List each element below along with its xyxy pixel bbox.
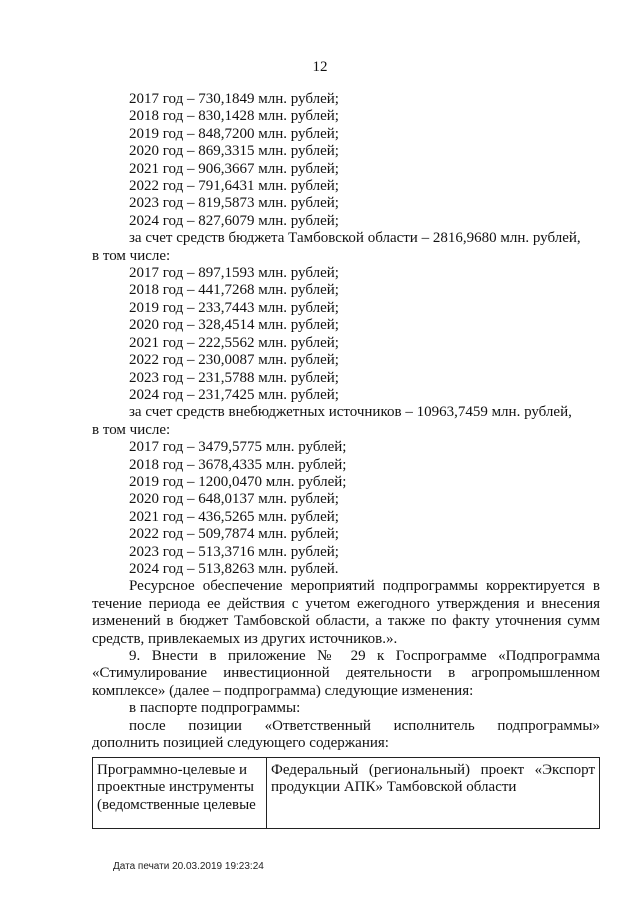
list-item: 2018 год – 441,7268 млн. рублей; [129,282,339,299]
list-item: 2023 год – 513,3716 млн. рублей; [129,543,339,560]
list-item: 2024 год – 513,8263 млн. рублей. [129,560,339,577]
list-item: 2018 год – 830,1428 млн. рублей; [129,108,339,125]
list-item: 2019 год – 1200,0470 млн. рублей; [129,473,347,490]
cell-line: продукции АПК» Тамбовской области [271,779,517,796]
funding-list-federal [92,91,600,752]
list-item: 2022 год – 509,7874 млн. рублей; [129,526,339,543]
regional-budget-heading: за счет средств бюджета Тамбовской области – 2816,9680 млн. рублей, [129,230,581,247]
paragraph-line: течение периода ее действия с учетом ежегодного утверждения и внесения [92,595,600,612]
cell-line: (ведомственные целевые [97,796,256,813]
paragraph-line: средств, привлекаемых из других источников.». [92,630,398,647]
paragraph-line: Ресурсное обеспечение мероприятий подпрограммы корректируется в [129,578,600,595]
after-position-line: после позиции «Ответственный исполнитель подпрограммы» [129,717,600,734]
cell-line: проектные инструменты [97,779,254,796]
regional-budget-including: в том числе: [92,247,171,264]
print-date-footer: Дата печати 20.03.2019 19:23:24 [113,861,264,872]
list-item: 2019 год – 848,7200 млн. рублей; [129,125,339,142]
table-cell-label [93,758,267,829]
passport-line: в паспорте подпрограммы: [129,700,301,717]
list-item: 2020 год – 328,4514 млн. рублей; [129,317,339,334]
list-item: 2017 год – 897,1593 млн. рублей; [129,265,339,282]
list-item: 2020 год – 869,3315 млн. рублей; [129,143,339,160]
list-item: 2017 год – 3479,5775 млн. рублей; [129,439,347,456]
paragraph-line: 9. Внести в приложение № 29 к Госпрограмме «Подпрограмма [129,648,600,664]
extrabudget-heading: за счет средств внебюджетных источников – 10963,7459 млн. рублей, [129,404,572,421]
list-item: 2019 год – 233,7443 млн. рублей; [129,299,339,316]
list-item: 2022 год – 791,6431 млн. рублей; [129,178,339,195]
list-item: 2023 год – 819,5873 млн. рублей; [129,195,339,212]
list-item: 2021 год – 222,5562 млн. рублей; [129,334,339,351]
table-cell-value [267,758,600,829]
paragraph-line: комплексе» (далее – подпрограмма) следующие изменения: [92,682,474,699]
list-item: 2017 год – 730,1849 млн. рублей; [129,91,339,107]
list-item: 2023 год – 231,5788 млн. рублей; [129,369,339,386]
resource-paragraph [92,578,600,648]
paragraph-line: изменений в бюджет Тамбовской области, а также по факту уточнения сумм [92,613,600,630]
page-number: 12 [312,59,328,75]
paragraph-line: «Стимулирование инвестиционной деятельности в агропромышленном [92,665,600,682]
list-item: 2021 год – 906,3667 млн. рублей; [129,160,339,177]
passport-table [92,757,600,829]
cell-line: Программно-целевые и [97,762,248,778]
table-row [93,758,600,829]
list-item: 2024 год – 231,7425 млн. рублей; [129,386,339,403]
extrabudget-including: в том числе: [92,421,171,438]
cell-line: Федеральный (региональный) проект «Экспорт [271,762,595,778]
item9-paragraph [92,648,600,700]
list-item: 2022 год – 230,0087 млн. рублей; [129,352,339,369]
list-item: 2021 год – 436,5265 млн. рублей; [129,508,339,525]
after-position-line: дополнить позицией следующего содержания: [92,735,389,752]
list-item: 2018 год – 3678,4335 млн. рублей; [129,456,347,473]
list-item: 2020 год – 648,0137 млн. рублей; [129,491,339,508]
list-item: 2024 год – 827,6079 млн. рублей; [129,212,339,229]
